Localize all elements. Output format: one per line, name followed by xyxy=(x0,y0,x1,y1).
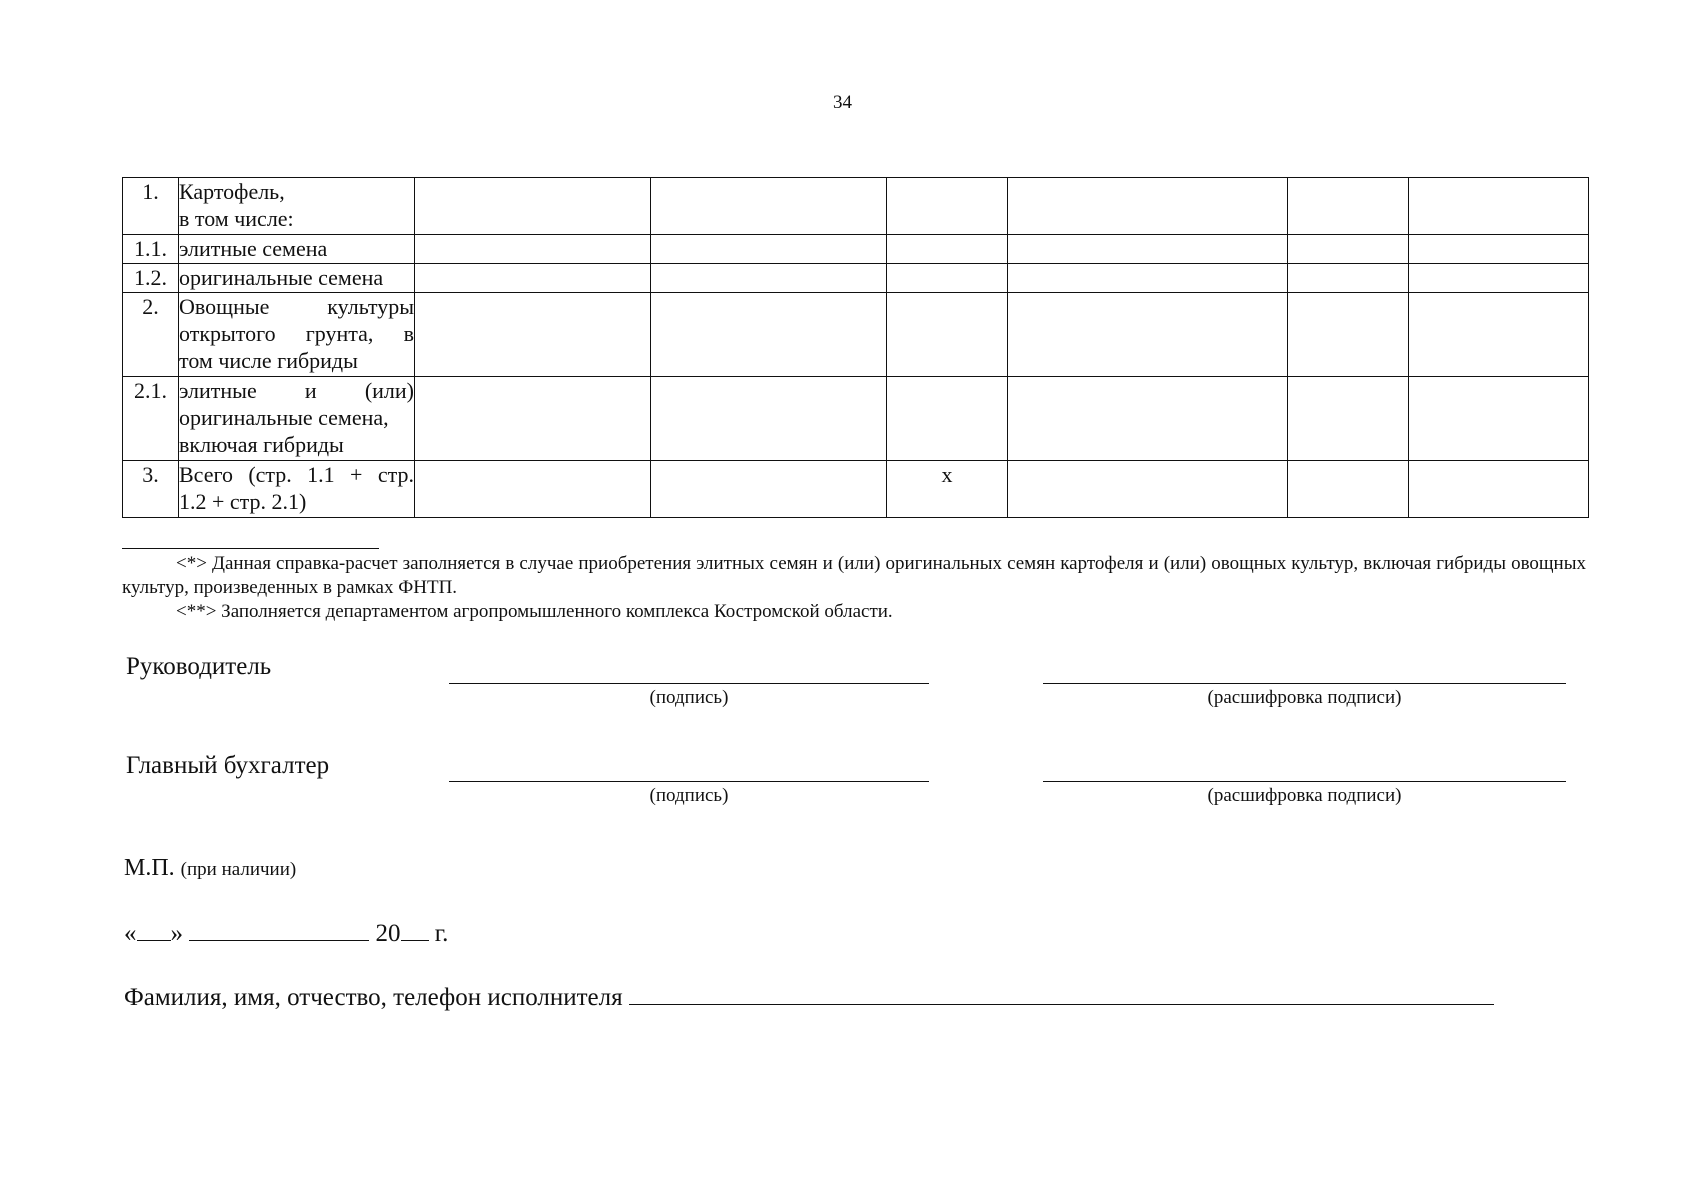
row-number: 3. xyxy=(123,461,179,518)
accountant-signature-hint: (подпись) xyxy=(649,785,729,806)
table-cell[interactable] xyxy=(651,377,887,461)
row-name xyxy=(179,178,415,235)
row-name-line: Овощные культуры xyxy=(179,294,414,319)
table-cell-x-mark[interactable]: х xyxy=(887,461,1008,518)
head-signature-hint: (подпись) xyxy=(649,687,729,708)
row-number: 2.1. xyxy=(123,377,179,461)
row-name-line: Всего (стр. 1.1 + стр. xyxy=(179,462,414,487)
footnote-divider xyxy=(122,548,379,549)
table-cell[interactable] xyxy=(1288,264,1409,293)
table-cell[interactable] xyxy=(1409,377,1589,461)
head-decoding-hint: (расшифровка подписи) xyxy=(1207,687,1402,708)
seed-table xyxy=(122,177,1589,518)
row-name-line: включая гибриды xyxy=(179,432,344,457)
row-number: 1.2. xyxy=(123,264,179,293)
table-row xyxy=(123,377,1589,461)
table-cell[interactable] xyxy=(1288,178,1409,235)
table-cell[interactable] xyxy=(1409,264,1589,293)
table-cell[interactable] xyxy=(415,235,651,264)
stamp-label: М.П. xyxy=(124,855,175,881)
accountant-decoding-hint: (расшифровка подписи) xyxy=(1207,785,1402,806)
table-cell[interactable] xyxy=(415,293,651,377)
row-name xyxy=(179,293,415,377)
table-cell[interactable] xyxy=(651,178,887,235)
year-suffix: г. xyxy=(434,920,449,947)
row-name-line: элитные и (или) xyxy=(179,378,414,403)
table-cell[interactable] xyxy=(1008,293,1288,377)
table-cell[interactable] xyxy=(415,264,651,293)
table-cell[interactable] xyxy=(415,178,651,235)
row-number: 2. xyxy=(123,293,179,377)
footnote-1: <*> Данная справка-расчет заполняется в случае приобретения элитных семян и (или) оригинальных семян картофеля и (или) овощных культур, включая гибриды овощных культур, произведенных в рамках ФНТП. xyxy=(122,553,1586,598)
table-cell[interactable] xyxy=(887,293,1008,377)
row-number: 1. xyxy=(123,178,179,235)
executor-label: Фамилия, имя, отчество, телефон исполнителя xyxy=(124,984,623,1011)
stamp-note: (при наличии) xyxy=(180,859,297,880)
row-name-line: Картофель, xyxy=(179,179,285,204)
row-name xyxy=(179,461,415,518)
table-cell[interactable] xyxy=(1008,461,1288,518)
row-name xyxy=(179,235,415,264)
footnote-2: <**> Заполняется департаментом агропромышленного комплекса Костромской области. xyxy=(176,601,893,622)
table-cell[interactable] xyxy=(887,178,1008,235)
executor-field[interactable] xyxy=(629,980,1494,1005)
accountant-decoding-line[interactable] xyxy=(1043,781,1566,782)
year-prefix: 20 xyxy=(375,920,401,947)
head-signature-line[interactable] xyxy=(449,683,929,684)
accountant-label: Главный бухгалтер xyxy=(126,752,330,779)
table-cell[interactable] xyxy=(415,461,651,518)
table-cell[interactable] xyxy=(1409,235,1589,264)
table-cell[interactable] xyxy=(1288,293,1409,377)
date-close-quote: » xyxy=(170,920,183,947)
month-field[interactable] xyxy=(189,916,369,941)
table-cell[interactable] xyxy=(651,235,887,264)
table-row xyxy=(123,461,1589,518)
table-row xyxy=(123,178,1589,235)
row-name-line: элитные семена xyxy=(179,236,328,261)
table-cell[interactable] xyxy=(1008,377,1288,461)
head-decoding-line[interactable] xyxy=(1043,683,1566,684)
executor-line xyxy=(124,980,1494,1012)
table-cell[interactable] xyxy=(1288,377,1409,461)
table-cell[interactable] xyxy=(887,264,1008,293)
table-row xyxy=(123,264,1589,293)
head-label: Руководитель xyxy=(126,653,272,680)
day-field[interactable] xyxy=(137,916,171,941)
row-number: 1.1. xyxy=(123,235,179,264)
accountant-signature-line[interactable] xyxy=(449,781,929,782)
row-name-line: в том числе: xyxy=(179,206,294,231)
row-name-line: оригинальные семена, xyxy=(179,405,389,430)
page-number: 34 xyxy=(833,92,852,113)
year-field[interactable] xyxy=(401,916,429,941)
row-name-line: 1.2 + стр. 2.1) xyxy=(179,489,307,514)
table-cell[interactable] xyxy=(1008,264,1288,293)
table-row xyxy=(123,293,1589,377)
row-name-line: том числе гибриды xyxy=(179,348,358,373)
date-line xyxy=(124,916,448,948)
table-cell[interactable] xyxy=(1288,235,1409,264)
table-cell[interactable] xyxy=(415,377,651,461)
table-cell[interactable] xyxy=(1409,178,1589,235)
row-name-line: оригинальные семена xyxy=(179,265,384,290)
table-cell[interactable] xyxy=(651,293,887,377)
table-cell[interactable] xyxy=(1008,178,1288,235)
table-row xyxy=(123,235,1589,264)
row-name xyxy=(179,377,415,461)
table-cell[interactable] xyxy=(651,264,887,293)
table-cell[interactable] xyxy=(887,235,1008,264)
date-open-quote: « xyxy=(124,920,137,947)
stamp-place xyxy=(124,855,296,882)
table-cell[interactable] xyxy=(1008,235,1288,264)
table-cell[interactable] xyxy=(651,461,887,518)
table-cell[interactable] xyxy=(1409,293,1589,377)
table-cell[interactable] xyxy=(1409,461,1589,518)
table-cell[interactable] xyxy=(887,377,1008,461)
row-name-line: открытого грунта, в xyxy=(179,321,414,346)
row-name xyxy=(179,264,415,293)
table-cell[interactable] xyxy=(1288,461,1409,518)
